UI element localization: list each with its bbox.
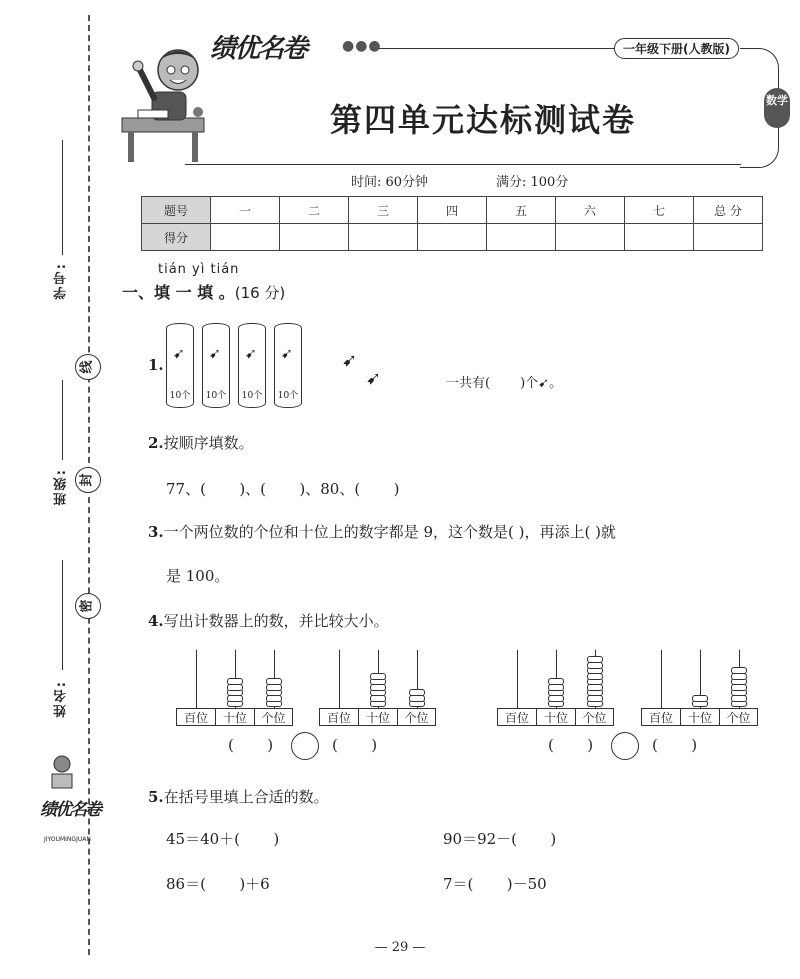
brand-logo: 绩优名卷	[210, 34, 307, 64]
section-pinyin: tián yì tián	[158, 262, 240, 277]
exam-full-score: 满分: 100分	[496, 175, 569, 190]
counting-frame	[641, 650, 758, 728]
counter-bead	[731, 667, 747, 674]
counter-rod	[196, 650, 197, 708]
q4-prompt: 4.写出计数器上的数，并比较大小。	[148, 612, 389, 630]
score-cell[interactable]	[349, 224, 418, 251]
class-label: 班级:	[54, 468, 69, 506]
score-cell[interactable]	[556, 224, 625, 251]
compare-circle[interactable]	[291, 732, 319, 760]
seal-secret: 密	[75, 593, 101, 619]
shuttlecock-tube: ➹ 10个	[274, 323, 302, 408]
score-col-header: 四	[418, 197, 487, 224]
question-no-label: 题号	[142, 197, 211, 224]
place-value-label: 十位	[680, 708, 720, 726]
shuttlecock-icon: ➹	[281, 346, 293, 362]
subject-tab: 数学	[764, 88, 790, 128]
counter-bead	[548, 678, 564, 685]
score-col-header: 五	[487, 197, 556, 224]
shuttlecock-tube: ➹ 10个	[166, 323, 194, 408]
place-value-label: 百位	[497, 708, 537, 726]
counter-bead	[587, 656, 603, 663]
student-mascot-icon	[120, 40, 212, 164]
counter-rod	[339, 650, 340, 708]
score-col-header: 一	[211, 197, 280, 224]
q3-prompt: 3.一个两位数的个位和十位上的数字都是 9，这个数是( )，再添上( )就	[148, 523, 616, 541]
compare-circle[interactable]	[611, 732, 639, 760]
q2-prompt: 2.按顺序填数。	[148, 434, 254, 452]
q4-answer-blank[interactable]: ( )	[652, 736, 698, 754]
place-value-label: 个位	[397, 708, 436, 726]
counter-bead	[227, 678, 243, 685]
counting-frame	[497, 650, 614, 728]
q4-answer-blank[interactable]: ( )	[228, 736, 274, 754]
q5-equation[interactable]: 7＝( )－50	[443, 875, 547, 893]
score-cell[interactable]	[418, 224, 487, 251]
name-line	[62, 560, 63, 670]
brand-dots: ●●●	[342, 38, 382, 54]
place-value-label: 百位	[641, 708, 681, 726]
seal-line: 线	[75, 354, 101, 380]
shuttlecock-tube: ➹ 10个	[202, 323, 230, 408]
q1-number: 1.	[148, 356, 164, 374]
score-col-header: 三	[349, 197, 418, 224]
q2-sequence[interactable]: 77、( )、( )、80、( )	[166, 480, 400, 498]
q5-equation[interactable]: 86＝( )＋6	[166, 875, 270, 893]
q5-equation[interactable]: 45＝40＋( )	[166, 830, 280, 848]
q4-answer-blank[interactable]: ( )	[548, 736, 594, 754]
counter-bead	[370, 673, 386, 680]
score-col-header: 总 分	[694, 197, 763, 224]
grade-badge: 一年级下册(人教版)	[614, 38, 739, 59]
counting-frame	[176, 650, 293, 728]
seal-seal: 封	[75, 467, 101, 493]
side-logo: 绩优名卷	[40, 800, 100, 820]
page-title: 第四单元达标测试卷	[330, 101, 637, 139]
q1-answer-line: 一共有( )个➹。	[446, 376, 563, 391]
place-value-label: 个位	[254, 708, 293, 726]
score-cell[interactable]	[487, 224, 556, 251]
counter-rod	[517, 650, 518, 708]
q4-answer-blank[interactable]: ( )	[332, 736, 378, 754]
shuttlecock-icon: ➹	[342, 350, 358, 371]
place-value-label: 百位	[176, 708, 216, 726]
student-no-line	[62, 140, 63, 255]
page-number: — 29 —	[374, 940, 426, 955]
place-value-label: 个位	[575, 708, 614, 726]
place-value-label: 百位	[319, 708, 359, 726]
shuttlecock-icon: ➹	[209, 346, 221, 362]
header-frame-top	[378, 48, 614, 49]
shuttlecock-tube: ➹ 10个	[238, 323, 266, 408]
score-cell[interactable]	[625, 224, 694, 251]
score-cell[interactable]	[280, 224, 349, 251]
exam-time: 时间: 60分钟	[351, 175, 429, 190]
place-value-label: 十位	[536, 708, 576, 726]
shuttlecock-icon: ➹	[173, 346, 185, 362]
counter-rod	[661, 650, 662, 708]
q3-prompt-cont: 是 100。	[166, 567, 230, 585]
score-cell[interactable]	[694, 224, 763, 251]
side-logo-figure-icon	[42, 752, 82, 792]
score-col-header: 六	[556, 197, 625, 224]
class-line	[62, 380, 63, 460]
score-table	[141, 196, 763, 251]
section-title-text: 一、填 一 填 。	[122, 283, 235, 302]
score-cell[interactable]	[211, 224, 280, 251]
section-title	[122, 280, 285, 303]
shuttlecock-icon: ➹	[366, 368, 382, 389]
place-value-label: 十位	[215, 708, 255, 726]
shuttlecock-icon: ➹	[538, 376, 550, 391]
header-frame-bottom	[185, 164, 741, 165]
score-col-header: 七	[625, 197, 694, 224]
score-label: 得分	[142, 224, 211, 251]
counter-bead	[266, 678, 282, 685]
shuttlecock-icon: ➹	[245, 346, 257, 362]
place-value-label: 个位	[719, 708, 758, 726]
name-label: 姓名:	[54, 680, 69, 718]
counter-bead	[692, 695, 708, 702]
q5-equation[interactable]: 90＝92－( )	[443, 830, 557, 848]
section-score: (16 分)	[234, 284, 286, 302]
score-col-header: 二	[280, 197, 349, 224]
score-table-header-row	[142, 197, 763, 224]
student-no-label: 学号:	[54, 262, 69, 300]
counter-bead	[409, 689, 425, 696]
place-value-label: 十位	[358, 708, 398, 726]
counting-frame	[319, 650, 436, 728]
q5-prompt: 5.在括号里填上合适的数。	[148, 788, 329, 806]
score-table-score-row	[142, 224, 763, 251]
side-logo-sub: JIYOUMINGJUAN	[44, 836, 91, 843]
